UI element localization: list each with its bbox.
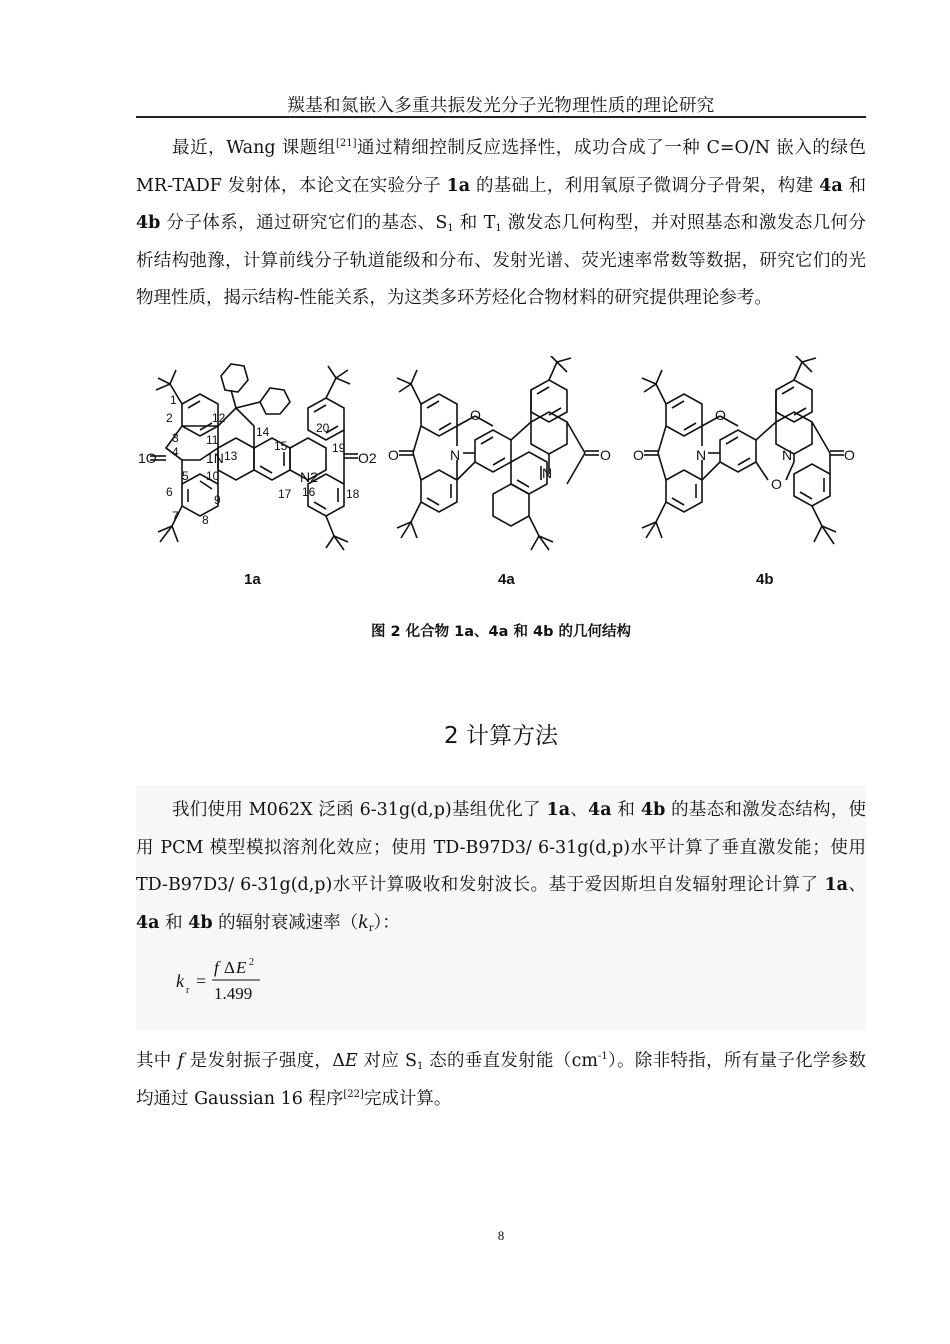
svg-text:1: 1 [170,393,177,407]
label-4a-N2: N [542,465,553,481]
svg-text:r: r [186,985,190,996]
svg-text:Δ: Δ [224,958,235,977]
molecule-1a-structure [150,364,358,550]
svg-text:3: 3 [172,431,179,445]
label-4a-O-left: O [388,447,399,463]
molecule-4a-structure [397,356,599,550]
svg-text:11: 11 [206,433,219,447]
svg-text:5: 5 [182,469,189,483]
svg-text:9: 9 [214,493,221,507]
citation-21[interactable]: [21] [335,138,357,149]
molecule-figure [136,356,866,606]
label-1a-O2: O2 [358,450,377,466]
svg-text:4: 4 [172,445,179,459]
molecule-4b-structure [642,356,844,544]
svg-text:1.499: 1.499 [214,984,253,1003]
label-4b-N2: N [782,447,793,463]
rate-formula [172,955,312,1010]
svg-text:k: k [176,971,184,991]
label-4a-N1: N [450,447,461,463]
svg-text:14: 14 [256,425,270,439]
label-4b-N1: N [696,447,707,463]
figure-caption: 图 2 化合物 1a、4a 和 4b 的几何结构 [370,624,632,640]
label-4a-O-bridge: O [470,407,481,423]
svg-text:2: 2 [166,411,173,425]
compound-label-1a: 1a [244,571,261,588]
svg-text:17: 17 [278,487,292,501]
svg-text:18: 18 [346,487,360,501]
svg-text:13: 13 [224,449,238,463]
explanation-paragraph: 其中 f 是发射振子强度，ΔE 对应 $S_1$ 态的垂直发射能$(cm^{-1})$。除非特指，所有量子化学参数均通过 Gaussian 16 程序[22]完成计算。 [136,1051,866,1109]
running-header: 羰基和氮嵌入多重共振发光分子光物理性质的理论研究 [287,96,715,116]
svg-text:20: 20 [316,421,330,435]
svg-text:19: 19 [332,441,346,455]
section-title: 2 计算方法 [444,723,558,749]
svg-text:8: 8 [202,513,209,527]
svg-text:2: 2 [249,957,254,968]
label-4b-O-right: O [844,447,855,463]
label-1a-O1: 1O [138,450,157,466]
label-4a-O-right: O [600,447,611,463]
svg-text:f: f [214,958,219,977]
svg-text:=: = [196,971,207,991]
page-number: 8 [497,1228,505,1243]
svg-text:6: 6 [166,485,173,499]
svg-text:E: E [236,958,247,977]
label-4b-O-top: O [715,407,726,423]
citation-22[interactable]: [22] [343,1088,364,1100]
svg-text:15: 15 [274,439,288,453]
compound-label-4a: 4a [498,571,515,588]
label-4b-O-bottom: O [771,476,782,492]
label-1a-N2: N2 [300,469,318,485]
svg-text:12: 12 [212,411,226,425]
svg-text:10: 10 [206,469,220,483]
methods-paragraph: 我们使用 M062X 泛函 6-31g(d,p)基组优化了 1a、4a 和 4b 的基态和激发态结构，使用 PCM 模型模拟溶剂化效应；使用 TD-B97D3/ 6-31g(d,p)水平计算了垂直激发能；使用 TD-B97D3/ 6-31g(d,p)水平计算吸收和发射波长。基于爱因斯坦自发辐射理论计算了 1a、4a 和 4b 的辐射衰减速率$(k_r)$： [136,800,867,934]
label-1a-N1: 1N [206,450,224,466]
svg-text:16: 16 [302,485,316,499]
header-rule [136,116,866,118]
svg-text:7: 7 [172,509,179,523]
compound-label-4b: 4b [756,571,774,588]
label-4b-O-left: O [633,447,644,463]
intro-paragraph: 最近，Wang 课题组[21]通过精细控制反应选择性，成功合成了一种 C=O/N 嵌入的绿色 MR-TADF 发射体，本论文在实验分子 1a 的基础上，利用氧原子微调分子骨架，构建 4a 和 4b 分子体系，通过研究它们的基态、$S_1$ 和 $T_1$ 激发态几何构型，并对照基态和激发态几何分析结构弛豫，计算前线分子轨道能级和分布、发射光谱、荧光速率常数等数据，研究它们的光物理性质，揭示结构-性能关系，为这类多环芳烃化合物材料的研究提供理论参考。 [136,138,867,308]
